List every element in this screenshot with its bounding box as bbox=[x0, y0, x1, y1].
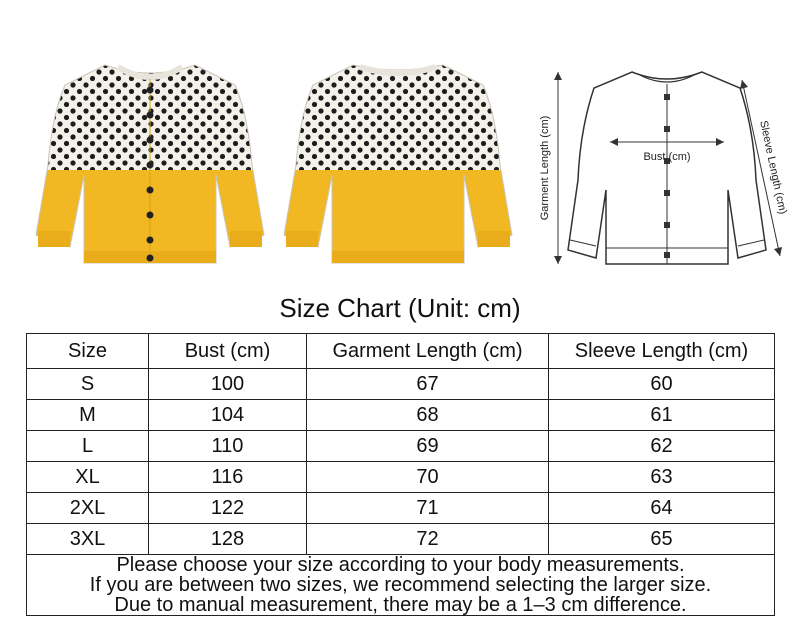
table-row bbox=[27, 462, 775, 493]
cell-sleeve-length: 62 bbox=[549, 431, 775, 462]
notes-cell bbox=[27, 555, 775, 616]
cell-garment-length: 67 bbox=[307, 369, 549, 400]
header-size: Size bbox=[27, 334, 149, 369]
table-row bbox=[27, 524, 775, 555]
cardigan-back-image bbox=[278, 55, 518, 275]
cell-sleeve-length: 65 bbox=[549, 524, 775, 555]
cell-sleeve-length: 64 bbox=[549, 493, 775, 524]
size-chart-title: Size Chart (Unit: cm) bbox=[279, 293, 521, 323]
table-header-row bbox=[27, 334, 775, 369]
cell-garment-length: 71 bbox=[307, 493, 549, 524]
cell-bust: 100 bbox=[149, 369, 307, 400]
note-line: Please choose your size according to your body measurements. bbox=[116, 554, 685, 576]
header-sleeve-length: Sleeve Length (cm) bbox=[549, 334, 775, 369]
product-images bbox=[0, 0, 800, 290]
cell-sleeve-length: 60 bbox=[549, 369, 775, 400]
table-row bbox=[27, 431, 775, 462]
cell-garment-length: 72 bbox=[307, 524, 549, 555]
size-chart-table bbox=[26, 333, 775, 616]
header-garment-length: Garment Length (cm) bbox=[307, 334, 549, 369]
cell-garment-length: 68 bbox=[307, 400, 549, 431]
cell-size: S bbox=[27, 369, 149, 400]
cardigan-front-image bbox=[30, 55, 270, 275]
cell-bust: 122 bbox=[149, 493, 307, 524]
cell-size: L bbox=[27, 431, 149, 462]
cell-garment-length: 70 bbox=[307, 462, 549, 493]
cell-size: 3XL bbox=[27, 524, 149, 555]
note-line: If you are between two sizes, we recommend selecting the larger size. bbox=[89, 574, 712, 596]
cell-sleeve-length: 63 bbox=[549, 462, 775, 493]
note-line: Due to manual measurement, there may be a 1–3 cm difference. bbox=[114, 594, 687, 616]
cell-garment-length: 69 bbox=[307, 431, 549, 462]
cell-size: 2XL bbox=[27, 493, 149, 524]
notes-row bbox=[27, 555, 775, 616]
measurement-diagram bbox=[530, 50, 800, 290]
cell-bust: 116 bbox=[149, 462, 307, 493]
cell-sleeve-length: 61 bbox=[549, 400, 775, 431]
bust-label: Bust (cm) bbox=[643, 151, 691, 163]
table-row bbox=[27, 400, 775, 431]
sleeve-length-label: Sleeve Length (cm) bbox=[757, 119, 789, 216]
table-row bbox=[27, 369, 775, 400]
cell-size: M bbox=[27, 400, 149, 431]
table-row bbox=[27, 493, 775, 524]
cell-size: XL bbox=[27, 462, 149, 493]
cell-bust: 110 bbox=[149, 431, 307, 462]
cell-bust: 104 bbox=[149, 400, 307, 431]
cell-bust: 128 bbox=[149, 524, 307, 555]
garment-length-label: Garment Length (cm) bbox=[539, 115, 551, 221]
header-bust: Bust (cm) bbox=[149, 334, 307, 369]
